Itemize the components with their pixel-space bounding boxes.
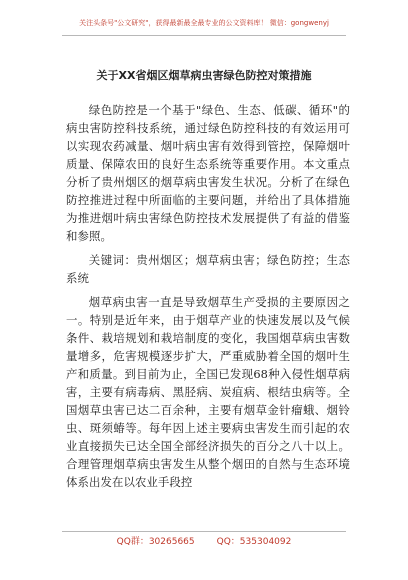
abstract-paragraph: 绿色防控是一个基于"绿色、生态、低碳、循环"的病虫害防控科技系统，通过绿色防控科技的有效运用可以实现农药减量、烟叶病虫害有效得到管控，保障烟叶质量、保障农田的良好生态系统等重要作用。本文重点分析了贵州烟区的烟草病虫害发生状况。分析了在绿色防控推进过程中所面临的主要问题，并给出了具体措施为推进烟叶病虫害绿色防控技术发展提供了有益的借鉴和参照。: [66, 103, 350, 243]
qq-group-text: QQ群：30265665: [116, 537, 195, 547]
header-banner: 关注头条号"公文研究"，获得最新最全最专业的公文资料库！ 微信：gongwenyj: [79, 19, 329, 27]
keywords-paragraph: 关键词：贵州烟区；烟草病虫害；绿色防控；生态系统: [66, 253, 350, 285]
document-title: 关于XX省烟区烟草病虫害绿色防控对策措施: [96, 69, 312, 82]
header-divider: [62, 35, 346, 36]
footer-contact: [0, 534, 408, 547]
qq-contact-text: QQ：535304092: [216, 537, 292, 547]
body-paragraph: 烟草病虫害一直是导致烟草生产受损的主要原因之一。特别是近年来，由于烟草产业的快速发展以及气候条件、栽培规划和栽培制度的变化，我国烟草病虫害数量增多，危害规模逐步扩大，严重威胁着全国的烟叶生产和质量。到目前为止，全国已发现68种入侵性烟草病害，主要有病毒病、黑胫病、炭疽病、根结虫病等。全国烟草虫害已达二百余种，主要有烟草金针瘤蛾、烟铃虫、斑须蝽等。每年因上述主要病虫害发生而引起的农业直接损失已达全国全部经济损失的百分之八十以上。合理管理烟草病虫害发生从整个烟田的自然与生态环境体系出发在以农业手段控: [66, 295, 350, 489]
document-body: [66, 101, 350, 491]
footer-divider: [62, 531, 346, 532]
